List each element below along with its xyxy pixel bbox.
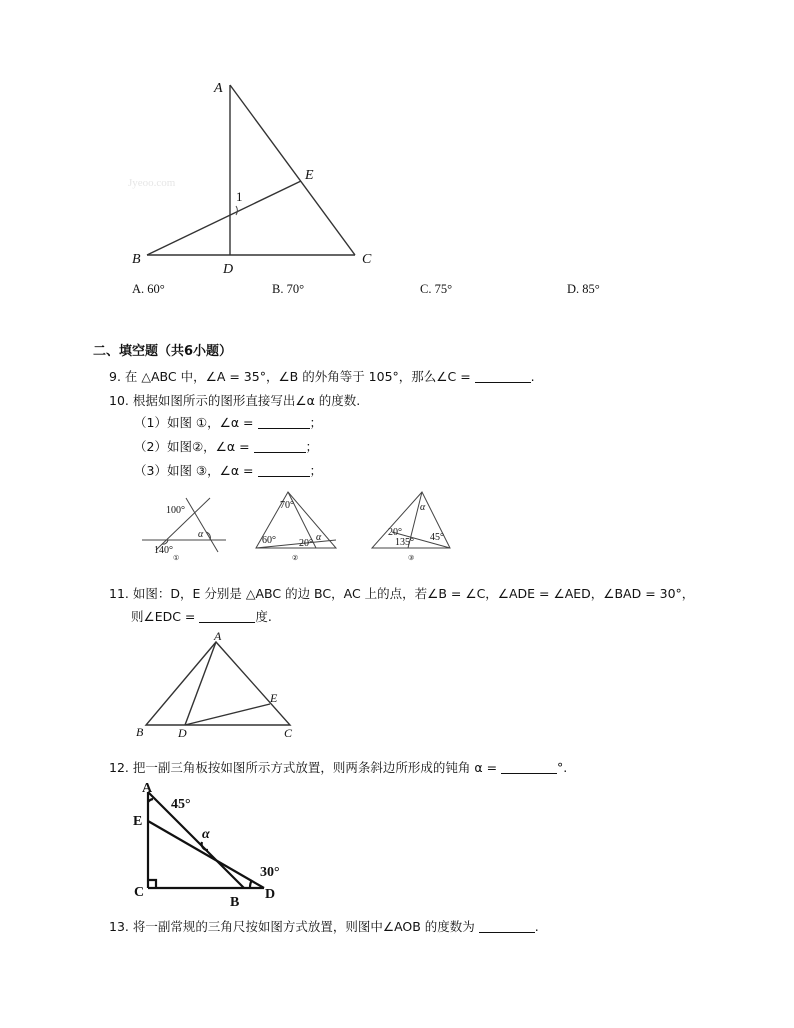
q10-figure-1 xyxy=(140,492,235,562)
q10-number: 10. xyxy=(109,393,129,408)
q12-number: 12. xyxy=(109,760,129,775)
q11-label-e: E xyxy=(270,691,278,705)
fig1-mark: ① xyxy=(173,554,180,562)
q12-label-alpha: α xyxy=(202,827,210,842)
q12-arc-alpha xyxy=(202,842,208,850)
segment-be xyxy=(147,181,301,255)
fig2-label-60: 60° xyxy=(262,535,276,546)
q11-segment-ad xyxy=(185,642,216,725)
section-title: 二、填空题（共6小题） xyxy=(93,344,233,359)
label-e: E xyxy=(305,168,314,183)
question-11 xyxy=(109,584,694,602)
q10-part-1-label: （1）如图 ①，∠α = xyxy=(134,415,254,430)
q12-label-b: B xyxy=(230,895,240,910)
q10-part-2-label: （2）如图②，∠α = xyxy=(134,439,250,454)
q11-label-b: B xyxy=(136,725,144,739)
fig3-label-45: 45° xyxy=(430,532,444,543)
q11-answer-blank[interactable] xyxy=(199,610,255,623)
q12-figure xyxy=(128,780,288,910)
q12-right-angle-mark xyxy=(148,880,156,888)
fig2-label-alpha: α xyxy=(316,532,322,543)
q11-label-d: D xyxy=(178,726,187,740)
q12-hypotenuse-ab xyxy=(148,792,244,888)
fig2-label-70: 70° xyxy=(280,500,294,511)
q9-number: 9. xyxy=(109,369,121,384)
fig3-label-alpha: α xyxy=(420,502,426,513)
label-c: C xyxy=(362,252,372,267)
q13-number: 13. xyxy=(109,919,129,934)
fig1-label-alpha: α xyxy=(198,529,204,540)
q13-text: 将一副常规的三角尺按如图方式放置，则图中∠AOB 的度数为 xyxy=(132,919,475,934)
q10-part-2-tail: ； xyxy=(305,439,319,454)
q12-arc-30 xyxy=(250,880,252,888)
q10-part-2-blank[interactable] xyxy=(254,440,306,453)
label-d: D xyxy=(223,262,234,277)
angle-1-arc xyxy=(236,206,237,215)
choice-b[interactable]: B. 70° xyxy=(272,282,305,296)
fig3-label-20: 20° xyxy=(388,527,402,538)
fig1-label-100: 100° xyxy=(166,505,185,516)
question-9 xyxy=(109,367,535,385)
q11-label-a: A xyxy=(214,629,222,643)
choice-c[interactable]: C. 75° xyxy=(420,282,453,296)
q11-number: 11. xyxy=(109,586,129,601)
q10-part-1-tail: ； xyxy=(309,415,323,430)
q10-part-2 xyxy=(134,437,318,455)
q11-tail: 度. xyxy=(255,609,272,624)
q11-line-1: 如图：D，E 分别是 △ABC 的边 BC，AC 上的点，若∠B = ∠C，∠ADE = ∠AED，∠BAD = 30°， xyxy=(132,586,695,601)
question-12 xyxy=(109,758,567,776)
label-angle-1: 1 xyxy=(236,189,243,204)
q9-text: 在 △ABC 中，∠A = 35°，∠B 的外角等于 105°，那么∠C = xyxy=(124,369,471,384)
fig3-label-135: 135° xyxy=(395,537,414,548)
fig2-mark: ② xyxy=(292,554,299,562)
q10-part-3-blank[interactable] xyxy=(258,464,310,477)
fig2-label-20: 20° xyxy=(299,538,313,549)
question-13 xyxy=(109,917,539,935)
q11-figure xyxy=(132,628,307,743)
choice-a[interactable]: A. 60° xyxy=(132,282,165,296)
q10-part-1-blank[interactable] xyxy=(258,416,310,429)
q10-part-3-tail: ； xyxy=(309,463,323,478)
q11-label-c: C xyxy=(284,726,293,740)
q12-label-30: 30° xyxy=(260,865,280,880)
q13-answer-blank[interactable] xyxy=(479,920,535,933)
q12-label-a: A xyxy=(142,781,153,796)
q8-figure xyxy=(125,75,385,280)
q10-figure-3 xyxy=(368,488,458,563)
q12-answer-blank[interactable] xyxy=(501,761,557,774)
choice-d[interactable]: D. 85° xyxy=(567,282,600,296)
q10-text: 根据如图所示的图形直接写出∠α 的度数. xyxy=(132,393,361,408)
fig3-mark: ③ xyxy=(408,554,415,562)
q11-line-2: 则∠EDC = xyxy=(131,609,196,624)
watermark: Jyeoo.com xyxy=(128,177,176,189)
q11-triangle xyxy=(146,642,290,725)
q13-tail: . xyxy=(534,919,539,934)
q11-segment-de xyxy=(185,704,270,725)
q12-label-c: C xyxy=(134,885,145,900)
q12-text: 把一副三角板按如图所示方式放置，则两条斜边所形成的钝角 α = xyxy=(132,760,498,775)
label-a: A xyxy=(214,81,223,96)
q10-figure-2 xyxy=(252,488,342,563)
label-b: B xyxy=(132,252,141,267)
q10-part-3 xyxy=(134,461,322,479)
q12-label-e: E xyxy=(133,814,143,829)
q10-part-1 xyxy=(134,413,322,431)
segment-ac xyxy=(230,85,355,255)
fig1-label-140: 140° xyxy=(154,545,173,556)
q9-answer-blank[interactable] xyxy=(475,370,531,383)
question-11-line-2 xyxy=(131,607,272,625)
q12-tail: °. xyxy=(557,760,568,775)
q12-label-d: D xyxy=(265,887,276,902)
q12-label-45: 45° xyxy=(171,797,191,812)
question-10 xyxy=(109,391,360,409)
q10-part-3-label: （3）如图 ③，∠α = xyxy=(134,463,254,478)
q9-tail: . xyxy=(530,369,535,384)
